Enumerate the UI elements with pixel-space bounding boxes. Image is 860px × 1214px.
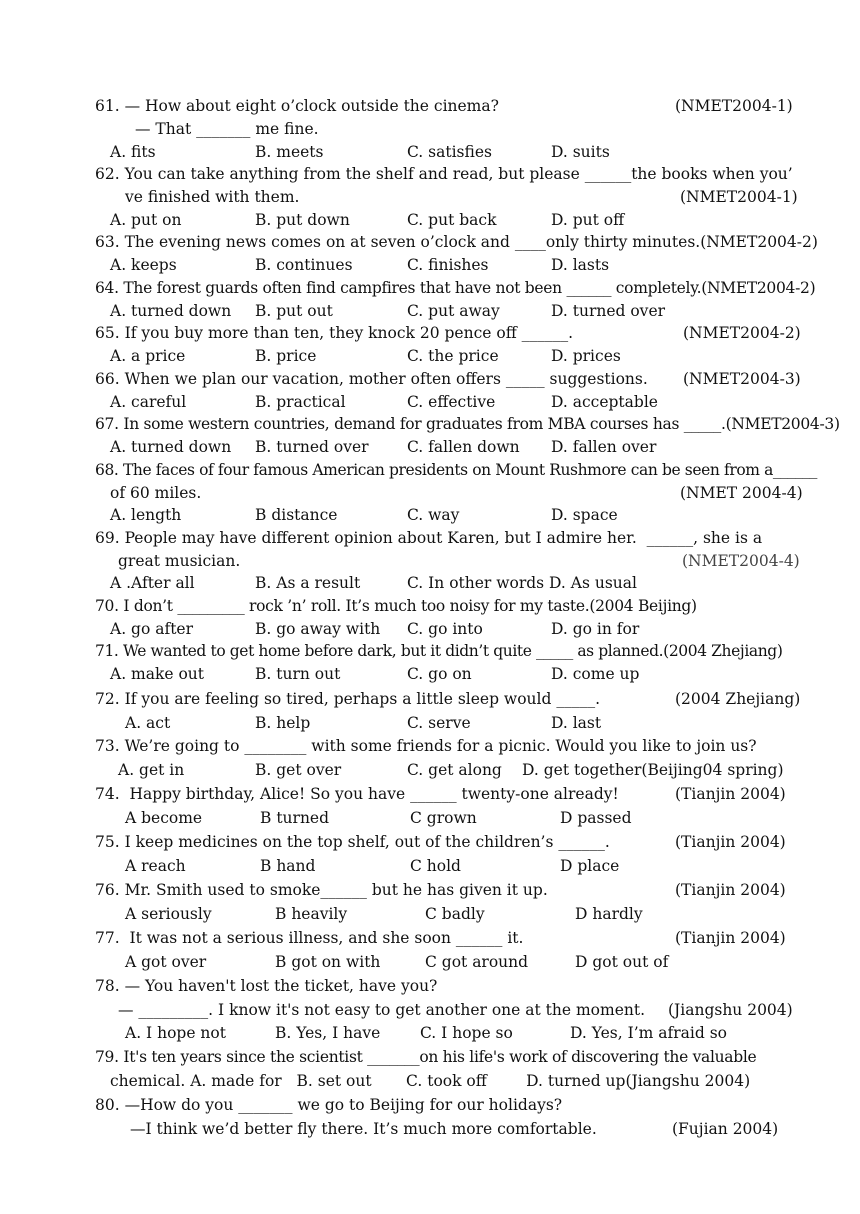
question-68-stem: 68. The faces of four famous American presidents on Mount Rushmore can be seen from a______ [95, 461, 818, 479]
question-67-stem: 67. In some western countries, demand for graduates from MBA courses has _____.(NMET2004-3) [95, 415, 840, 433]
option-a: A. go after [110, 620, 194, 638]
question-79-stem: 79. It's ten years since the scientist _______on his life's work of discovering the valuable [95, 1048, 757, 1066]
option-d: D. last [551, 714, 602, 732]
option-d: D hardly [575, 905, 643, 923]
option-c: C. go into [407, 620, 483, 638]
option-c: C grown [410, 809, 477, 827]
option-b: B. practical [255, 393, 346, 411]
option-a: A. keeps [110, 256, 177, 274]
option-b: B. go away with [255, 620, 381, 638]
question-65-stem: 65. If you buy more than ten, they knock 20 pence off ______. [95, 324, 574, 342]
question-68-source: (NMET 2004-4) [680, 484, 803, 502]
option-c: C. way [407, 506, 460, 524]
option-b: B heavily [275, 905, 348, 923]
option-d: D. put off [551, 211, 625, 229]
question-76-source: (Tianjin 2004) [675, 881, 786, 899]
option-c: C. satisfies [407, 143, 492, 161]
option-d: D. fallen over [551, 438, 657, 456]
option-d: D. space [551, 506, 618, 524]
question-62-stem-cont: ve finished with them. [125, 188, 300, 206]
question-69-source: (NMET2004-4) [682, 552, 800, 570]
option-a: A. turned down [110, 438, 232, 456]
option-c: C got around [425, 953, 529, 971]
option-b: B turned [260, 809, 330, 827]
option-b: B. turn out [255, 665, 341, 683]
option-b: B hand [260, 857, 316, 875]
question-64-stem: 64. The forest guards often find campfires that have not been ______ completely.(NMET2004-2) [95, 279, 816, 297]
option-c-d: C. In other words D. As usual [407, 574, 637, 592]
option-a: A .After all [110, 574, 195, 592]
option-a: A. turned down [110, 302, 232, 320]
option-c: C badly [425, 905, 485, 923]
option-b: B. put out [255, 302, 333, 320]
option-b: B. turned over [255, 438, 369, 456]
option-a: A. a price [110, 347, 186, 365]
option-d: D. acceptable [551, 393, 658, 411]
option-d: D. come up [551, 665, 640, 683]
question-62-stem: 62. You can take anything from the shelf and read, but please ______the books when you’ [95, 165, 793, 183]
question-73-stem: 73. We’re going to ________ with some friends for a picnic. Would you like to join us? [95, 737, 757, 755]
question-69-stem-cont: great musician. [118, 552, 241, 570]
option-c: C. finishes [407, 256, 489, 274]
option-c: C. go on [407, 665, 472, 683]
option-c: C. serve [407, 714, 471, 732]
option-c: C. put back [407, 211, 497, 229]
question-66-source: (NMET2004-3) [683, 370, 801, 388]
option-a: A. get in [118, 761, 185, 779]
question-66-stem: 66. When we plan our vacation, mother often offers _____ suggestions. [95, 370, 648, 388]
option-d: D. suits [551, 143, 610, 161]
question-78-stem: 78. — You haven't lost the ticket, have you? [95, 977, 438, 995]
question-62-source: (NMET2004-1) [680, 188, 798, 206]
question-75-stem: 75. I keep medicines on the top shelf, out of the children’s ______. [95, 833, 610, 851]
option-b: B. put down [255, 211, 350, 229]
option-d: D. prices [551, 347, 621, 365]
question-72-source: (2004 Zhejiang) [675, 690, 801, 708]
question-61-stem-cont: — That _______ me fine. [135, 120, 319, 138]
option-d: D got out of [575, 953, 669, 971]
option-c: C hold [410, 857, 461, 875]
question-69-stem: 69. People may have different opinion about Karen, but I admire her. ______, she is a [95, 529, 763, 547]
option-a: A reach [125, 857, 186, 875]
option-d: D. turned over [551, 302, 666, 320]
option-d: D. go in for [551, 620, 640, 638]
question-80-stem: 80. —How do you _______ we go to Beijing for our holidays? [95, 1096, 563, 1114]
option-c: C. fallen down [407, 438, 520, 456]
question-61-stem: 61. — How about eight o’clock outside the cinema? [95, 97, 499, 115]
option-d: D. Yes, I’m afraid so [570, 1024, 727, 1042]
option-c: C. effective [407, 393, 496, 411]
question-65-source: (NMET2004-2) [683, 324, 801, 342]
option-b: B. meets [255, 143, 324, 161]
option-a: A. length [110, 506, 182, 524]
option-d: D. get together(Beijing04 spring) [522, 761, 784, 779]
option-b: B. Yes, I have [275, 1024, 381, 1042]
option-c: C. I hope so [420, 1024, 513, 1042]
question-71-stem: 71. We wanted to get home before dark, but it didn’t quite _____ as planned.(2004 Zhejiang) [95, 642, 783, 660]
question-77-source: (Tianjin 2004) [675, 929, 786, 947]
option-d: D passed [560, 809, 632, 827]
option-c: C. get along [407, 761, 502, 779]
question-77-stem: 77. It was not a serious illness, and she soon ______ it. [95, 929, 524, 947]
option-b: B got on with [275, 953, 381, 971]
question-78-source: (Jiangshu 2004) [668, 1001, 793, 1019]
option-c: C. put away [407, 302, 500, 320]
option-a: A. I hope not [125, 1024, 226, 1042]
option-a: A become [125, 809, 203, 827]
option-a: A. make out [110, 665, 205, 683]
option-a: A got over [125, 953, 207, 971]
question-80-source: (Fujian 2004) [672, 1120, 779, 1138]
question-61-source: (NMET2004-1) [675, 97, 793, 115]
question-78-stem-cont: — _________. I know it's not easy to get another one at the moment. [118, 1001, 646, 1019]
option-a: A seriously [125, 905, 212, 923]
question-74-stem: 74. Happy birthday, Alice! So you have ______ twenty-one already! [95, 785, 619, 803]
option-c: C. the price [407, 347, 499, 365]
option-b: B. get over [255, 761, 342, 779]
question-68-stem-cont: of 60 miles. [110, 484, 202, 502]
question-76-stem: 76. Mr. Smith used to smoke______ but he has given it up. [95, 881, 548, 899]
option-b: B. continues [255, 256, 353, 274]
option-d: D. lasts [551, 256, 610, 274]
option-b: B distance [255, 506, 338, 524]
question-79-stem-cont: chemical. A. made for B. set out C. took off D. turned up(Jiangshu 2004) [110, 1072, 751, 1090]
option-a: A. fits [110, 143, 156, 161]
option-b: B. help [255, 714, 311, 732]
option-b: B. As a result [255, 574, 361, 592]
option-b: B. price [255, 347, 317, 365]
question-74-source: (Tianjin 2004) [675, 785, 786, 803]
option-a: A. put on [110, 211, 182, 229]
question-72-stem: 72. If you are feeling so tired, perhaps a little sleep would _____. [95, 690, 600, 708]
question-63-stem: 63. The evening news comes on at seven o’clock and ____only thirty minutes.(NMET2004-2) [95, 233, 818, 251]
question-80-stem-cont: —I think we’d better fly there. It’s much more comfortable. [130, 1120, 597, 1138]
question-75-source: (Tianjin 2004) [675, 833, 786, 851]
option-a: A. careful [110, 393, 187, 411]
option-a: A. act [125, 714, 171, 732]
option-d: D place [560, 857, 620, 875]
question-70-stem: 70. I don’t _________ rock ’n’ roll. It’s much too noisy for my taste.(2004 Beijing) [95, 597, 697, 615]
